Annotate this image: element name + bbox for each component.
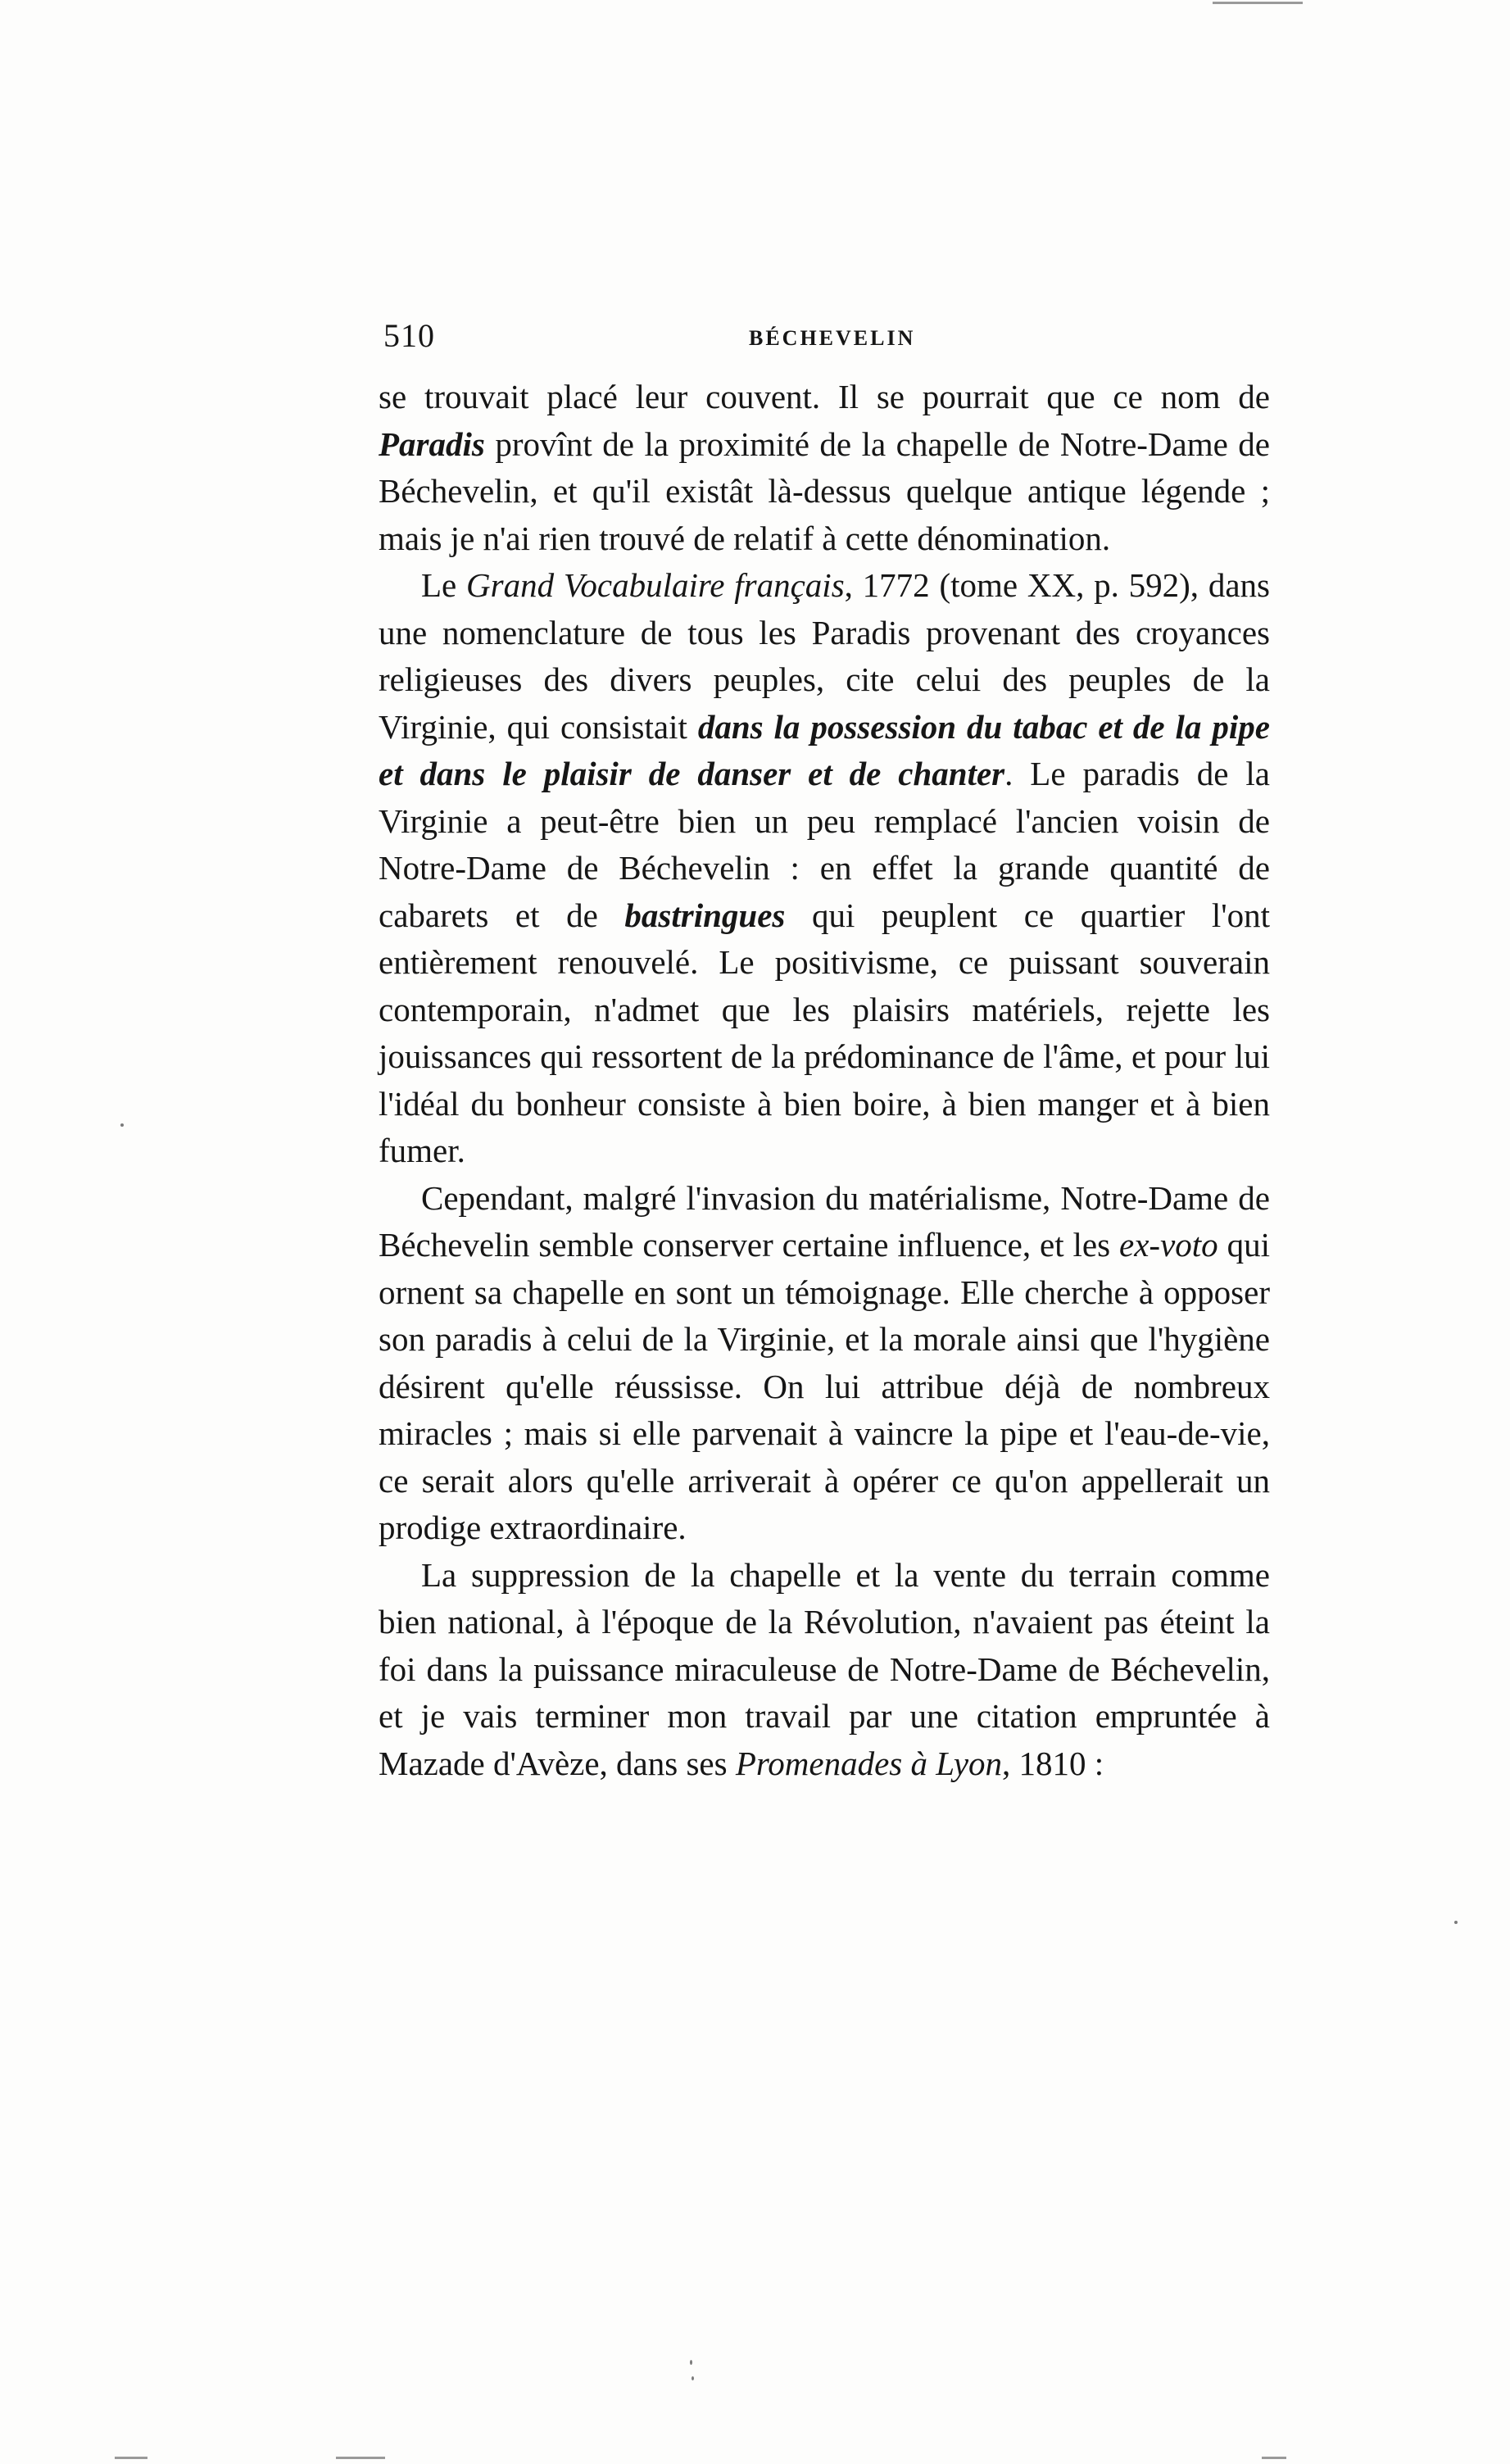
italic-text: ex-voto <box>1119 1226 1218 1264</box>
bold-italic-text: bastringues <box>624 896 786 934</box>
scan-speck <box>692 2376 694 2380</box>
body-text <box>379 374 1270 1787</box>
scan-edge-mark <box>1262 2457 1286 2459</box>
scan-speck <box>690 2360 692 2365</box>
paragraph <box>379 1175 1270 1552</box>
italic-text: Grand Vocabulaire français <box>466 566 845 604</box>
bold-italic-text: Paradis <box>379 424 485 463</box>
bold-italic-text: dans la possession du tabac et de la pipe et dans le plaisir de danser et de chanter <box>379 707 1270 792</box>
paragraph <box>379 1552 1270 1788</box>
text-run: qui ornent sa chapelle en sont un témoignage. Elle cherche à opposer son paradis à celui de la Virginie, et la morale ainsi que l'hygiène désirent qu'elle réussisse. On lui attribue déjà de nombreux miracles ; mais si elle parvenait à vaincre la pipe et l'eau-de-vie, ce serait alors qu'elle arriverait à opérer ce qu'on appellerait un prodige extraordinaire. <box>379 1226 1270 1546</box>
scan-edge-mark <box>336 2457 385 2459</box>
running-head <box>383 316 1268 357</box>
paragraph <box>379 562 1270 1175</box>
text-run: provînt de la proximité de la chapelle de Notre-Dame de Béchevelin, et qu'il existât là-dessus quelque antique légende ; mais je n'ai rien trouvé de relatif à cette dénomination. <box>379 424 1270 557</box>
paragraph <box>379 374 1270 562</box>
page-number: 510 <box>383 317 435 354</box>
text-run: qui peuplent ce quartier l'ont entièrement renouvelé. Le positivisme, ce puissant souverain contemporain, n'admet que les plaisirs matériels, rejette les jouissances qui ressortent de la prédominance de l'âme, et pour lui l'idéal du bonheur consiste à bien boire, à bien manger et à bien fumer. <box>379 896 1271 1169</box>
text-run: Le <box>421 566 467 604</box>
scan-speck <box>1454 1921 1458 1924</box>
italic-text: Promenades à Lyon <box>735 1744 1003 1782</box>
text-run: Cependant, malgré l'invasion du matérialisme, Notre-Dame de Béchevelin semble conserver certaine influence, et les <box>379 1178 1270 1264</box>
text-run: se trouvait placé leur couvent. Il se pourrait que ce nom de <box>379 378 1270 415</box>
scan-edge-mark <box>115 2457 147 2459</box>
running-title: BÉCHEVELIN <box>749 326 916 350</box>
text-run: . Le paradis de la Virginie a peut-être bien un peu remplacé l'ancien voisin de Notre-Dame de Béchevelin : en effet la grande quantité de cabarets et de <box>379 755 1270 934</box>
text-run: , 1772 (tome XX, p. 592), dans une nomenclature de tous les Paradis provenant des croyances religieuses des divers peuples, cite celui des peuples de la Virginie, qui consistait <box>379 566 1270 746</box>
text-run: La suppression de la chapelle et la vente du terrain comme bien national, à l'époque de la Révolution, n'avaient pas éteint la foi dans la puissance miraculeuse de Notre-Dame de Béchevelin, et je vais terminer mon travail par une citation empruntée à Mazade d'Avèze, dans ses <box>379 1555 1270 1782</box>
scan-edge-mark <box>1213 2 1303 4</box>
scan-speck <box>120 1123 124 1127</box>
text-run: , 1810 : <box>1002 1744 1104 1782</box>
